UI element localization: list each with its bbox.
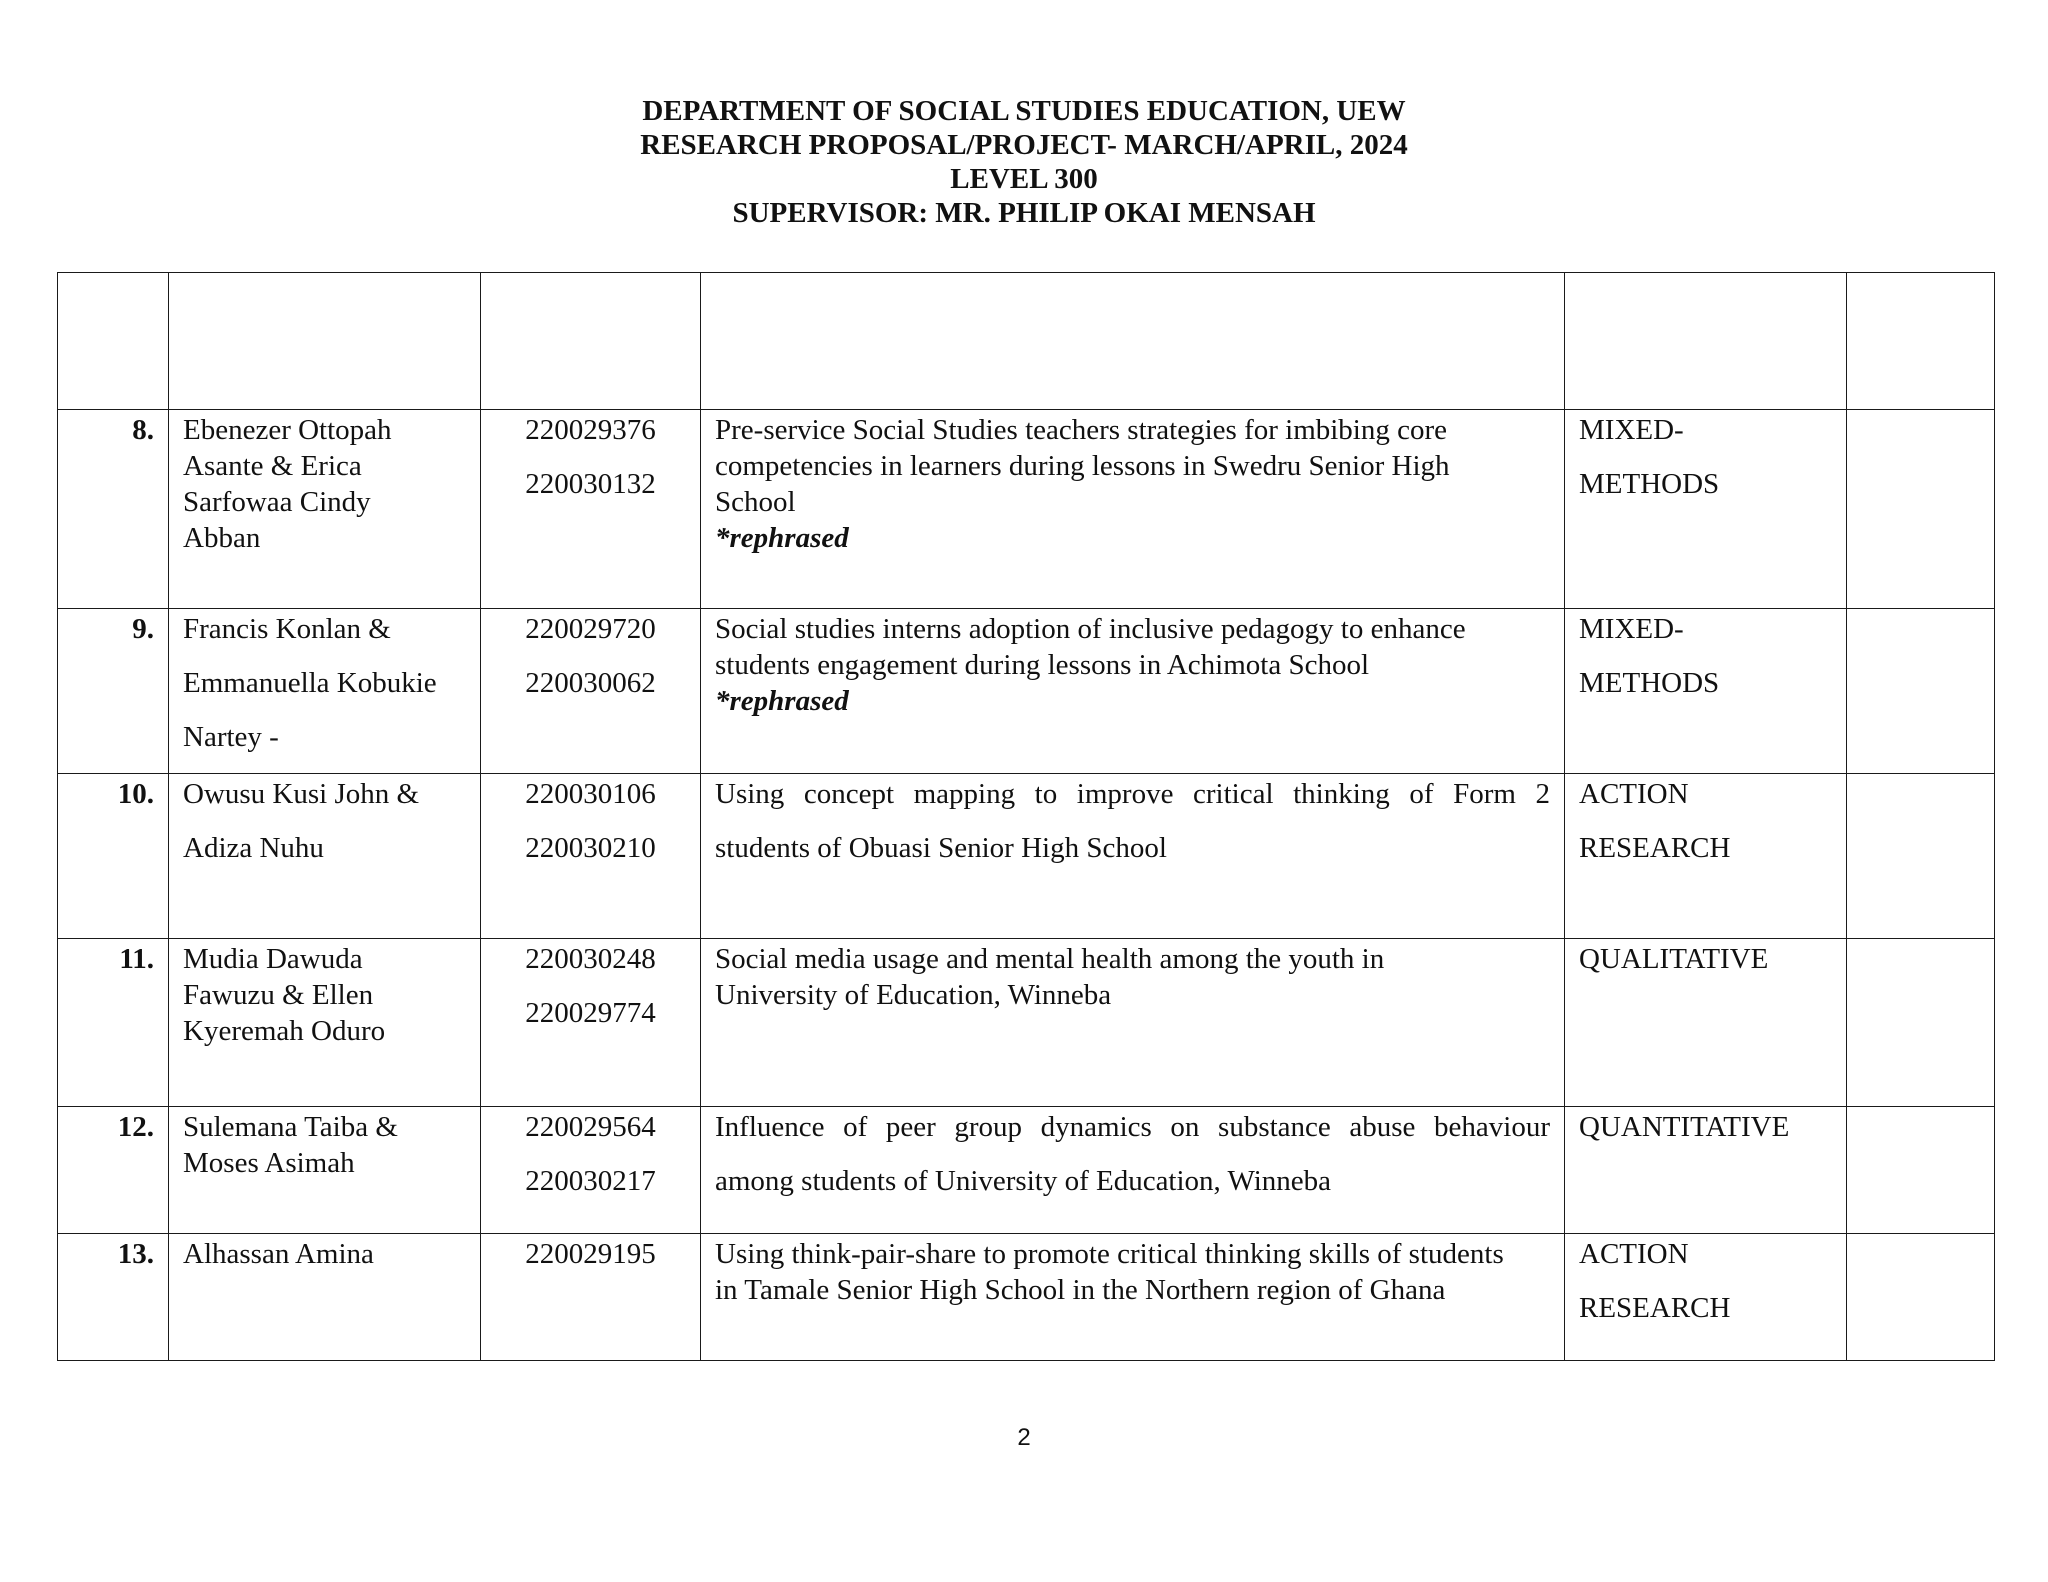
student-names: Alhassan Amina	[169, 1234, 481, 1361]
student-ids: 220029376 220030132	[481, 410, 701, 609]
header-department: DEPARTMENT OF SOCIAL STUDIES EDUCATION, UEW	[642, 95, 1406, 127]
student-ids: 220029564 220030217	[481, 1107, 701, 1234]
table-row	[58, 410, 1995, 609]
row-number: 11.	[58, 939, 169, 1107]
research-topic: Social studies interns adoption of inclusive pedagogy to enhance students engagement during lessons in Achimota School *rephrased	[701, 609, 1565, 774]
research-method: QUANTITATIVE	[1565, 1107, 1847, 1234]
row-number: 10.	[58, 774, 169, 939]
research-method: MIXED- METHODS	[1565, 410, 1847, 609]
empty-cell	[1847, 609, 1995, 774]
research-method: QUALITATIVE	[1565, 939, 1847, 1107]
header-level: LEVEL 300	[950, 163, 1098, 195]
row-number: 12.	[58, 1107, 169, 1234]
document-header	[0, 94, 2048, 230]
row-number: 9.	[58, 609, 169, 774]
student-names: Francis Konlan & Emmanuella Kobukie Nartey -	[169, 609, 481, 774]
empty-cell	[1847, 1234, 1995, 1361]
header-project: RESEARCH PROPOSAL/PROJECT- MARCH/APRIL, 2024	[640, 129, 1408, 161]
empty-cell	[58, 273, 169, 410]
empty-cell	[1565, 273, 1847, 410]
research-topic: Social media usage and mental health among the youth in University of Education, Winneba	[701, 939, 1565, 1107]
row-number: 8.	[58, 410, 169, 609]
research-method: MIXED- METHODS	[1565, 609, 1847, 774]
header-supervisor: SUPERVISOR: MR. PHILIP OKAI MENSAH	[732, 197, 1316, 229]
empty-cell	[481, 273, 701, 410]
empty-cell	[1847, 1107, 1995, 1234]
empty-cell	[1847, 939, 1995, 1107]
student-ids: 220029720 220030062	[481, 609, 701, 774]
empty-cell	[1847, 410, 1995, 609]
empty-cell	[701, 273, 1565, 410]
page-number: 2	[1017, 1424, 1031, 1451]
table-row	[58, 609, 1995, 774]
student-names: Ebenezer Ottopah Asante & Erica Sarfowaa Cindy Abban	[169, 410, 481, 609]
row-number: 13.	[58, 1234, 169, 1361]
empty-cell	[1847, 774, 1995, 939]
research-topic: Pre-service Social Studies teachers strategies for imbibing core competencies in learners during lessons in Swedru Senior High School *rephrased	[701, 410, 1565, 609]
student-names: Mudia Dawuda Fawuzu & Ellen Kyeremah Oduro	[169, 939, 481, 1107]
empty-cell	[1847, 273, 1995, 410]
proposals-table	[57, 272, 1995, 1361]
research-method: ACTION RESEARCH	[1565, 774, 1847, 939]
research-topic: Using concept mapping to improve critical thinking of Form 2 students of Obuasi Senior High School	[701, 774, 1565, 939]
table-row	[58, 774, 1995, 939]
student-names: Sulemana Taiba & Moses Asimah	[169, 1107, 481, 1234]
table-row-empty	[58, 273, 1995, 410]
table-row	[58, 1234, 1995, 1361]
student-ids: 220030106 220030210	[481, 774, 701, 939]
rephrased-note: *rephrased	[715, 685, 849, 717]
table-row	[58, 939, 1995, 1107]
empty-cell	[169, 273, 481, 410]
student-names: Owusu Kusi John & Adiza Nuhu	[169, 774, 481, 939]
research-method: ACTION RESEARCH	[1565, 1234, 1847, 1361]
student-ids: 220029195	[481, 1234, 701, 1361]
rephrased-note: *rephrased	[715, 522, 849, 554]
research-topic: Using think-pair-share to promote critical thinking skills of students in Tamale Senior High School in the Northern region of Ghana	[701, 1234, 1565, 1361]
table-row	[58, 1107, 1995, 1234]
research-topic: Influence of peer group dynamics on substance abuse behaviour among students of University of Education, Winneba	[701, 1107, 1565, 1234]
student-ids: 220030248 220029774	[481, 939, 701, 1107]
